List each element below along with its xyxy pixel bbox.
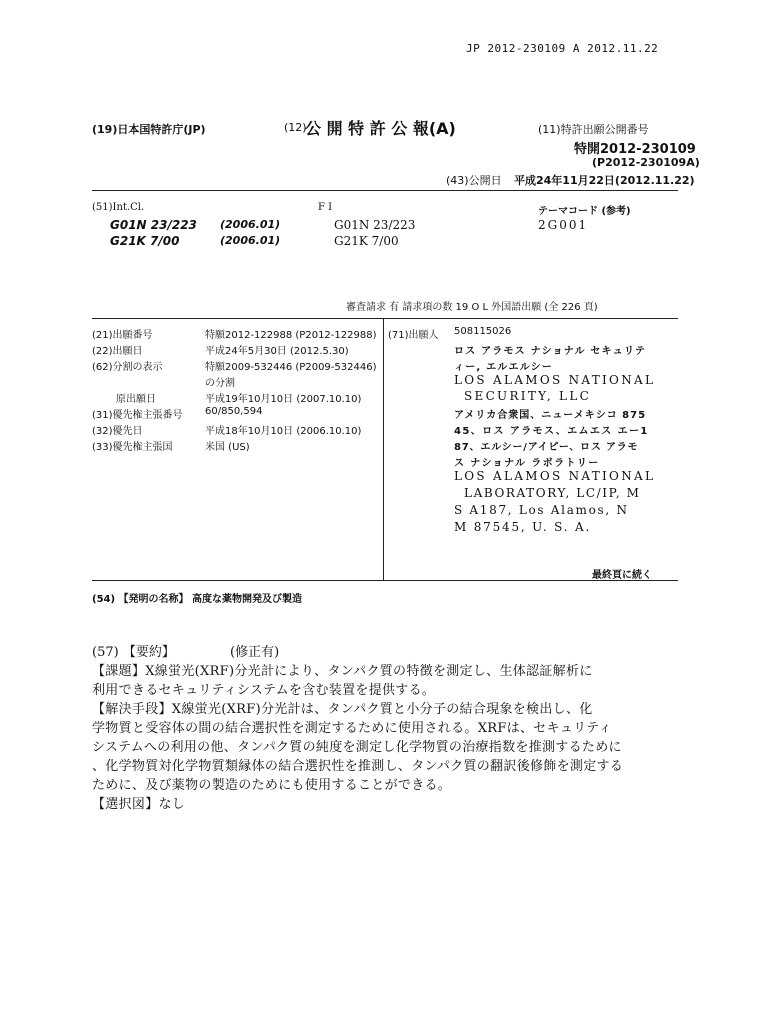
fi-code-1: G01N 23/223 <box>334 218 416 232</box>
applicant-name-en-2: SECURITY, LLC <box>464 389 592 403</box>
priority-number-label: (31)優先権主張番号 <box>92 410 183 421</box>
priority-number: 60/850,594 <box>205 406 263 417</box>
applicant-lab-en-2: LABORATORY, LC/IP, M <box>464 486 641 500</box>
ipc-version-2: (2006.01) <box>220 234 281 247</box>
applicant-address-2: 45、ロス アラモス、エムエス エー1 <box>454 426 649 437</box>
priority-date-label: (32)優先日 <box>92 426 143 437</box>
application-number-label: (21)出願番号 <box>92 330 153 341</box>
applicant-address-4: ス ナショナル ラボラトリー <box>454 458 600 469</box>
fi-code-2: G21K 7/00 <box>334 234 399 248</box>
abstract-line-3: 【解決手段】X線蛍光(XRF)分光計は、タンパク質と小分子の結合現象を検出し、化 <box>92 702 593 717</box>
abstract-line-8: 【選択図】なし <box>92 797 186 812</box>
filing-date: 平成24年5月30日 (2012.5.30) <box>205 346 349 357</box>
division-value: 特願2009-532446 (P2009-532446) <box>205 362 377 373</box>
document-id-header: JP 2012-230109 A 2012.11.22 <box>466 42 659 55</box>
header-divider <box>92 190 678 191</box>
gazette-title: 公 開 特 許 公 報(A) <box>305 119 456 138</box>
original-filing-date: 平成19年10月10日 (2007.10.10) <box>205 394 362 405</box>
publication-number-label: (11)特許出願公開番号 <box>538 123 649 136</box>
fi-label: F I <box>318 202 333 213</box>
bib-top-border <box>92 318 678 319</box>
applicant-id: 508115026 <box>454 326 512 337</box>
patent-office: (19)日本国特許庁(JP) <box>92 123 206 136</box>
applicant-name-kana-1: ロス アラモス ナショナル セキュリテ <box>454 346 647 357</box>
publication-date-label: (43)公開日 <box>446 174 502 187</box>
continued-note: 最終頁に続く <box>592 570 652 581</box>
priority-date: 平成18年10月10日 (2006.10.10) <box>205 426 362 437</box>
amended-note: (修正有) <box>230 645 280 660</box>
priority-country: 米国 (US) <box>205 442 250 453</box>
abstract-line-5: システムへの利用の他、タンパク質の純度を測定し化学物質の治療指数を推測するために <box>92 740 622 755</box>
ipc-version-1: (2006.01) <box>220 218 281 231</box>
applicant-address-3: 87、エルシー/アイピー、ロス アラモ <box>454 442 639 453</box>
publication-date: 平成24年11月22日(2012.11.22) <box>514 174 695 187</box>
division-label: (62)分割の表示 <box>92 362 163 373</box>
abstract-line-4: 学物質と受容体の間の結合選択性を測定するために使用される。XRFは、セキュリティ <box>92 721 612 736</box>
int-cl-label: (51)Int.Cl. <box>92 202 145 213</box>
theme-code-label: テーマコード (参考) <box>538 206 631 217</box>
applicant-lab-en-4: M 87545, U. S. A. <box>454 520 592 534</box>
applicant-lab-en-3: S A187, Los Alamos, N <box>454 503 629 517</box>
theme-code: 2G001 <box>538 218 589 232</box>
abstract-line-6: 、化学物質対化学物質類縁体の結合選択性を推測し、タンパク質の翻訳後修飾を測定する <box>92 759 624 774</box>
applicant-address-1: アメリカ合衆国、ニューメキシコ 875 <box>454 410 647 421</box>
invention-title: (54) 【発明の名称】 高度な薬物開発及び製造 <box>92 594 303 605</box>
ipc-code-1: G01N 23/223 <box>110 218 197 232</box>
gazette-number: (12) <box>284 121 307 134</box>
division-suffix: の分割 <box>205 378 235 389</box>
abstract-line-2: 利用できるセキュリティシステムを含む装置を提供する。 <box>92 683 436 698</box>
applicant-label: (71)出願人 <box>388 330 439 341</box>
ipc-code-2: G21K 7/00 <box>110 234 180 248</box>
original-filing-date-label: 原出願日 <box>116 394 156 405</box>
application-number: 特願2012-122988 (P2012-122988) <box>205 330 377 341</box>
examination-request-line: 審査請求 有 請求項の数 19 O L 外国語出願 (全 226 頁) <box>346 302 598 313</box>
publication-number-alt: (P2012-230109A) <box>592 156 700 169</box>
applicant-name-kana-2: ィー, エルエルシー <box>454 362 554 373</box>
bib-bottom-border <box>92 580 678 581</box>
abstract-heading: (57) 【要約】 <box>92 645 175 660</box>
bib-column-divider <box>383 318 384 580</box>
applicant-name-en-1: LOS ALAMOS NATIONAL <box>454 373 656 387</box>
abstract-line-7: ために、及び薬物の製造のためにも使用することができる。 <box>92 778 452 793</box>
priority-country-label: (33)優先権主張国 <box>92 442 173 453</box>
abstract-line-1: 【課題】X線蛍光(XRF)分光計により、タンパク質の特徴を測定し、生体認証解析に <box>92 664 593 679</box>
publication-number: 特開2012-230109 <box>574 142 696 157</box>
applicant-lab-en-1: LOS ALAMOS NATIONAL <box>454 469 656 483</box>
filing-date-label: (22)出願日 <box>92 346 143 357</box>
